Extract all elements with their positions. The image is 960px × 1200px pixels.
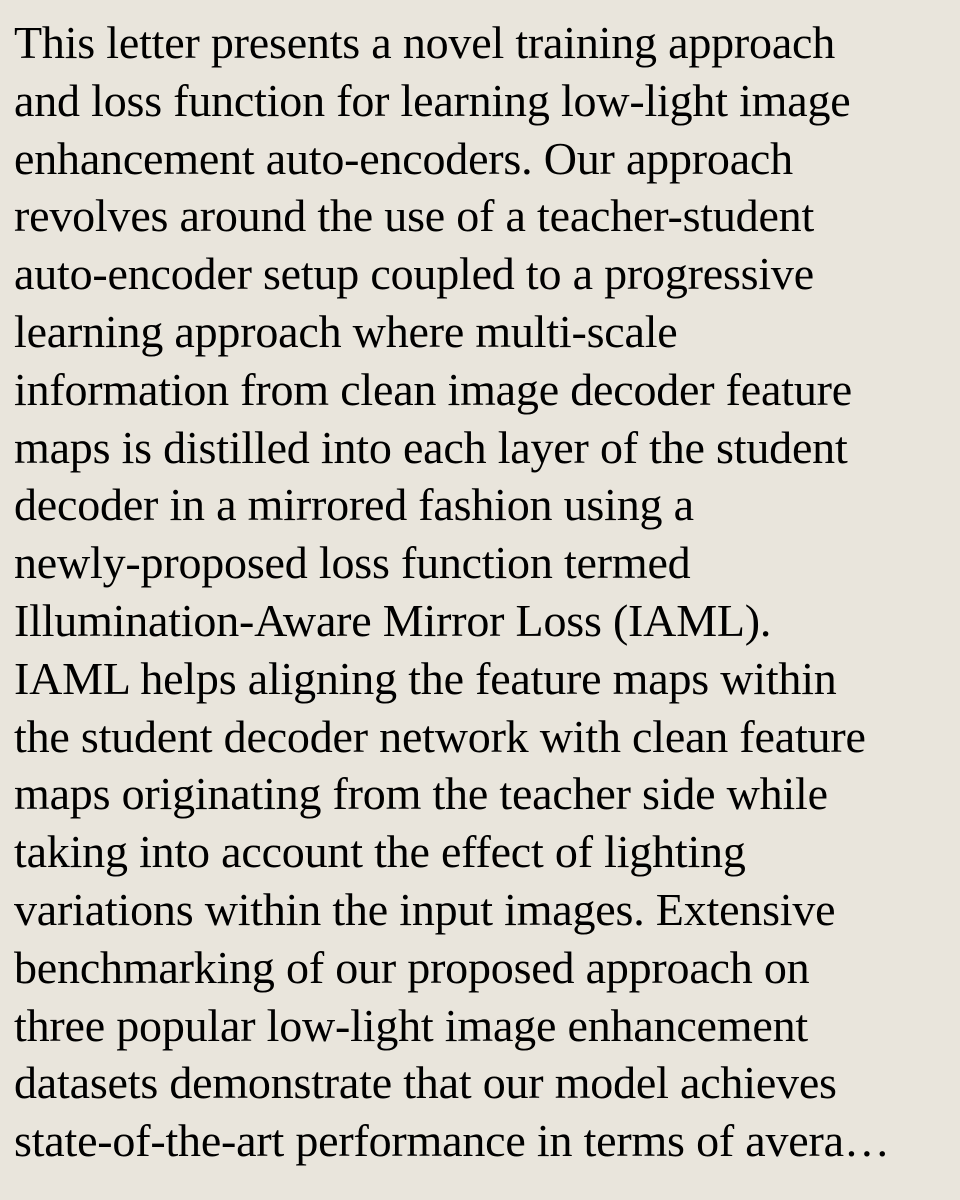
abstract-line-1: This letter presents a novel training approach	[14, 17, 836, 68]
abstract-line-3: enhancement auto-encoders. Our approach	[14, 132, 793, 184]
abstract-line-15: taking into account the effect of lighting	[14, 826, 746, 878]
abstract-line-10: newly-proposed loss function termed	[14, 537, 691, 589]
abstract-line-19: datasets demonstrate that our model achieves	[14, 1057, 837, 1109]
abstract-paragraph	[14, 14, 946, 1170]
abstract-line-4: revolves around the use of a teacher-student	[14, 190, 815, 242]
abstract-line-18: three popular low-light image enhancement	[14, 999, 808, 1051]
abstract-line-11: Illumination-Aware Mirror Loss (IAML).	[14, 594, 772, 646]
abstract-line-13: the student decoder network with clean feature	[14, 710, 866, 762]
abstract-line-6: learning approach where multi-scale	[14, 305, 678, 357]
abstract-line-12: IAML helps aligning the feature maps within	[14, 652, 837, 704]
abstract-line-9: decoder in a mirrored fashion using a	[14, 479, 694, 531]
abstract-line-5: auto-encoder setup coupled to a progressive	[14, 248, 814, 300]
abstract-line-17: benchmarking of our proposed approach on	[14, 941, 810, 993]
abstract-line-14: maps originating from the teacher side while	[14, 768, 828, 820]
abstract-line-7: information from clean image decoder feature	[14, 363, 852, 415]
abstract-line-8: maps is distilled into each layer of the student	[14, 421, 848, 473]
abstract-line-16: variations within the input images. Extensive	[14, 883, 836, 935]
abstract-line-2: and loss function for learning low-light image	[14, 74, 851, 126]
abstract-line-20: state-of-the-art performance in terms of avera…	[14, 1115, 890, 1167]
